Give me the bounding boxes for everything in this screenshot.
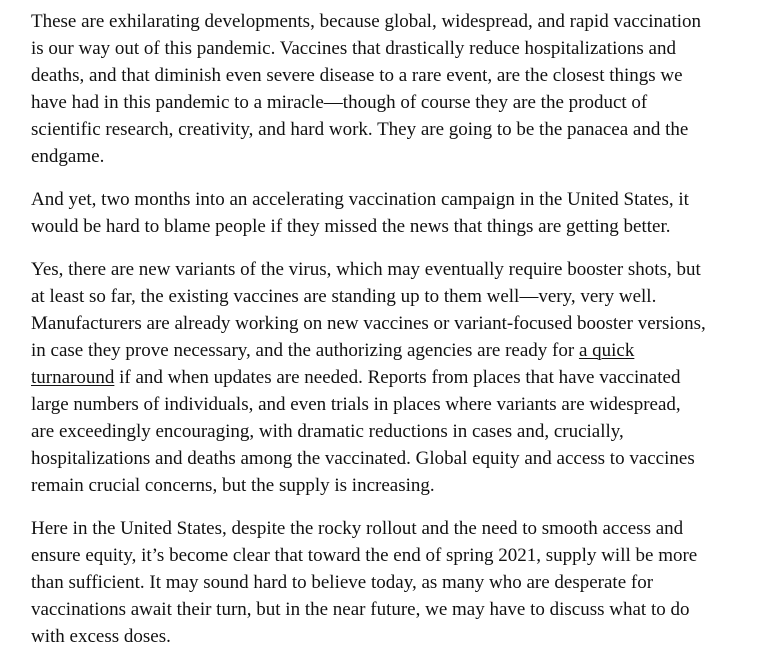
paragraph-3	[31, 256, 707, 499]
quick-turnaround-link[interactable]: a quick turnaround	[31, 340, 635, 388]
paragraph-4: Here in the United States, despite the rocky rollout and the need to smooth access and ensure equity, it’s become clear that toward the end of spring 2021, supply will be more than sufficient. It may sound hard to believe today, as many who are desperate for vaccinations await their turn, but in the near future, we may have to discuss what to do with excess doses.	[31, 518, 698, 647]
paragraph-1: These are exhilarating developments, because global, widespread, and rapid vaccination is our way out of this pandemic. Vaccines that drastically reduce hospitalizations and deaths, and that diminish even severe disease to a rare event, are the closest things we have had in this pandemic to a miracle—though of course they are the product of scientific research, creativity, and hard work. They are going to be the panacea and the endgame.	[31, 11, 702, 167]
paragraph-3-text-after-link: if and when updates are needed. Reports from places that have vaccinated large numbers of individuals, and even trials in places where variants are widespread, are exceedingly encouraging, with dramatic reductions in cases and, crucially, hospitalizations and deaths among the vaccinated. Global equity and access to vaccines remain crucial concerns, but the supply is increasing.	[31, 367, 695, 496]
paragraph-2: And yet, two months into an accelerating vaccination campaign in the United States, it would be hard to blame people if they missed the news that things are getting better.	[31, 189, 689, 237]
paragraph-3-text-before-link: Yes, there are new variants of the virus, which may eventually require booster shots, but at least so far, the existing vaccines are standing up to them well—very, very well. Manufacturers are already working on new vaccines or variant-focused booster versions, in case they prove necessary, and the authorizing agencies are ready for	[31, 259, 706, 361]
